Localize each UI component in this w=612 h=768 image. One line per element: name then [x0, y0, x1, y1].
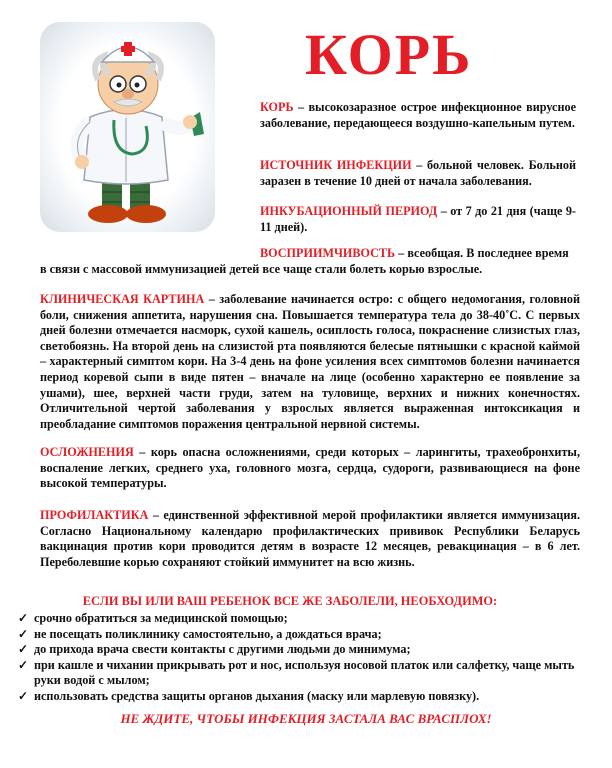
section-key: ИНКУБАЦИОННЫЙ ПЕРИОД [260, 204, 438, 218]
section-susceptibility-continued: в связи с массовой иммунизацией детей все чаще стали болеть корью взрослые. [40, 262, 483, 276]
page-title: КОРЬ [305, 22, 473, 87]
check-icon: ✓ [18, 611, 29, 625]
section-clinical-picture [40, 292, 580, 432]
check-icon: ✓ [18, 688, 29, 703]
list-item-text: при кашле и чихании прикрывать рот и нос, используя носовой платок или салфетку, чаще мыть руки водой с мылом; [34, 657, 575, 688]
section-measles [260, 100, 576, 131]
section-key: КЛИНИЧЕСКАЯ КАРТИНА [40, 292, 205, 306]
list-item [18, 611, 598, 627]
section-text: – корь опасна осложнениями, среди которых – ларингиты, трахеобронхиты, воспаление легких, среднего уха, головного мозга, сердца, судороги, развивающиеся на фоне высокой температуры. [40, 445, 580, 491]
check-icon: ✓ [18, 657, 29, 672]
section-source [260, 158, 576, 189]
section-text: – высокозаразное острое инфекционное вирусное заболевание, передающееся воздушно-капельным путем. [260, 100, 576, 130]
list-item-text: использовать средства защиты органов дыхания (маску или марлевую повязку). [34, 688, 480, 703]
section-text: – от 7 до 21 дня (чаще 9-11 дней). [260, 204, 576, 234]
section-text: – больной человек. Больной заразен в течение 10 дней от начала заболевания. [260, 158, 577, 188]
list-item [18, 627, 598, 643]
section-key: ОСЛОЖНЕНИЯ [40, 445, 134, 459]
section-key: ПРОФИЛАКТИКА [40, 508, 149, 522]
list-item [18, 658, 598, 689]
list-item [18, 689, 598, 705]
action-heading: ЕСЛИ ВЫ ИЛИ ВАШ РЕБЕНОК ВСЕ ЖЕ ЗАБОЛЕЛИ, НЕОБХОДИМО: [82, 594, 498, 608]
check-icon: ✓ [18, 626, 29, 641]
section-text: – единственной эффективной мерой профилактики является иммунизация. Согласно Национальному календарю профилактических прививок Республики Беларусь вакцинация против кори проводится детям в возрасте 12 месяцев, ревакцинация – в 6 лет. Переболевшие корью сохраняют стойкий иммунитет на всю жизнь. [40, 508, 580, 569]
list-item-text: до прихода врача свести контакты с другими людьми до минимума; [34, 642, 411, 657]
section-susceptibility [260, 246, 576, 262]
check-icon: ✓ [18, 642, 29, 657]
doctor-cartoon-icon [40, 22, 215, 232]
section-key: КОРЬ [260, 100, 294, 114]
section-prevention [40, 508, 580, 570]
section-key: ИСТОЧНИК ИНФЕКЦИИ [260, 158, 412, 172]
closing-slogan: НЕ ЖДИТЕ, ЧТОБЫ ИНФЕКЦИЯ ЗАСТАЛА ВАС ВРАСПЛОХ! [120, 711, 492, 726]
list-item [18, 642, 598, 658]
action-list [18, 611, 598, 705]
section-text: – заболевание начинается остро: с общего недомогания, головной боли, снижения аппетита, нарушения сна. Повышается температура тела до 38-40˚С. С первых дней болезни отмечается насморк, сухой кашель, осиплость голоса, покраснение слизистых глаз, светобоязнь. На второй день на слизистой рта появляются белесые пятнышки с красной каймой – характерный симптом кори. На 3-4 день на фоне усиления всех симптомов болезни начинается период коревой сыпи в виде пятен – вначале на лице (особенно характерно ее появление за ушами), шее, верхней части груди, затем на туловище, верхних и нижних конечностях. Отличительной чертой заболевания у взрослых является выраженная интоксикация и преобладание симптомов поражения центральной нервной системы. [40, 292, 581, 431]
section-key: ВОСПРИИМЧИВОСТЬ [260, 246, 396, 260]
list-item-text: не посещать поликлинику самостоятельно, а дождаться врача; [34, 626, 382, 641]
doctor-illustration [40, 22, 215, 232]
section-complications [40, 445, 580, 492]
section-incubation [260, 204, 576, 235]
section-text: – всеобщая. В последнее время [395, 246, 569, 260]
list-item-text: срочно обратиться за медицинской помощью; [34, 611, 288, 625]
